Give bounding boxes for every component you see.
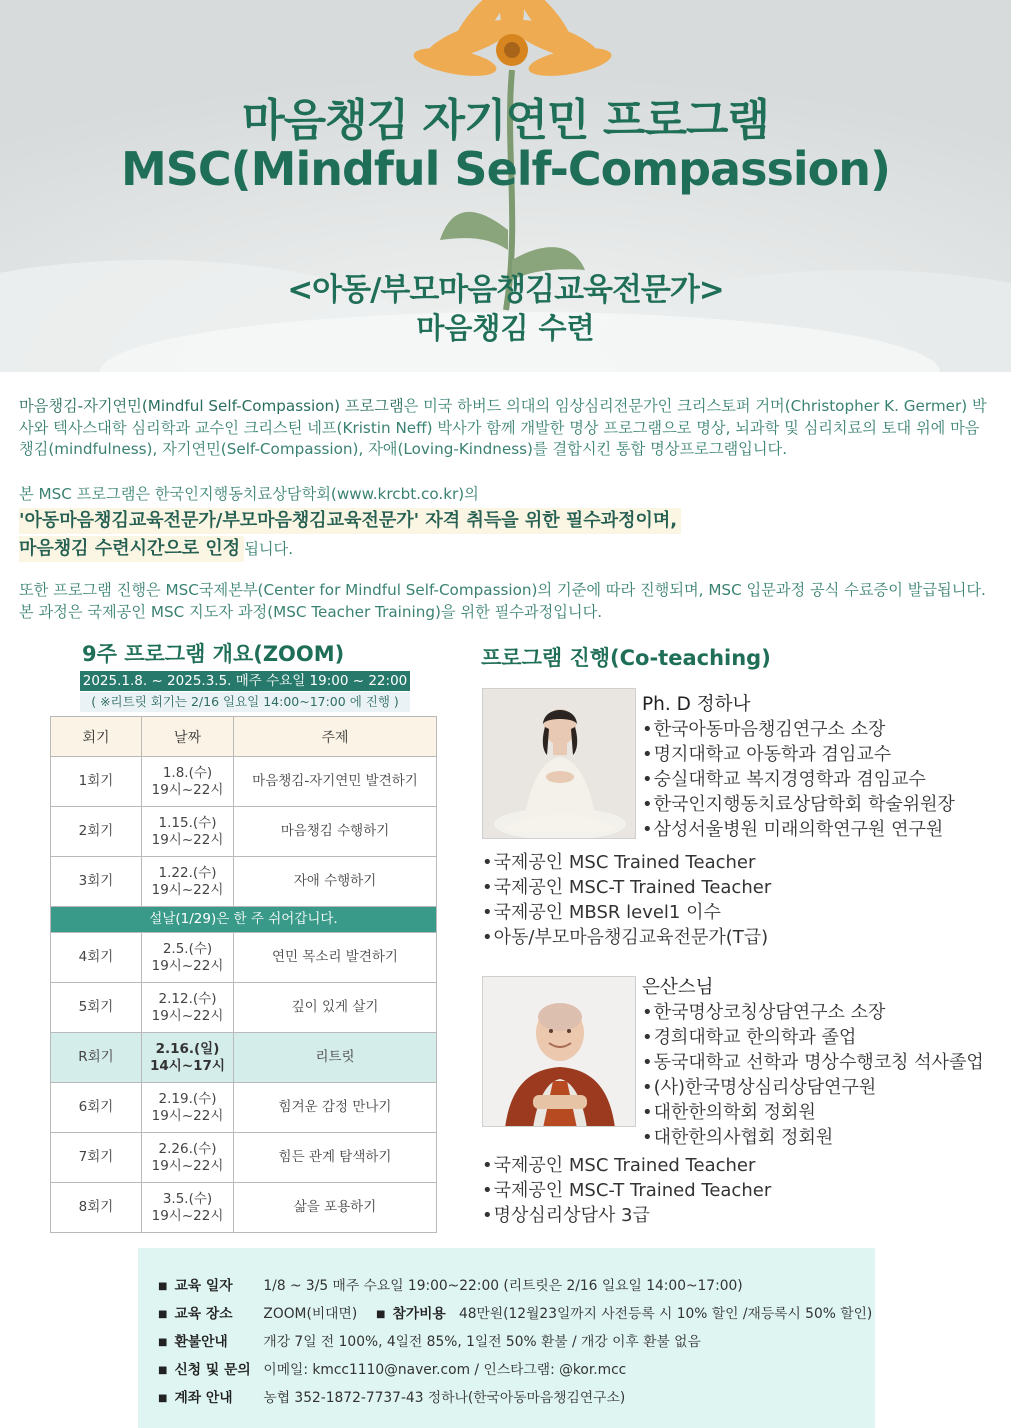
list-item: • 아동/부모마음챙김교육전문가(T급) xyxy=(482,925,771,950)
instructor2-name: 은산스님 xyxy=(642,977,714,998)
instructor2-photo xyxy=(482,976,636,1127)
list-item: • 동국대학교 선학과 명상수행코칭 석사졸업 xyxy=(642,1050,984,1075)
list-item: • (사)한국명상심리상담연구원 xyxy=(642,1075,984,1100)
table-row xyxy=(51,807,437,857)
time-text: 14시~17시 xyxy=(150,1057,225,1074)
hero-subtitle-2: 마음챙김 수련 xyxy=(416,311,595,345)
session-cell: 5회기 xyxy=(51,983,142,1033)
session-cell: 3회기 xyxy=(51,857,142,907)
retreat-note: ( ※리트릿 회기는 2/16 일요일 14:00~17:00 에 진행 ) xyxy=(80,692,410,712)
info-value: ZOOM(비대면) xyxy=(263,1306,358,1322)
intro-requirement-highlight: '아동마음챙김교육전문가/부모마음챙김교육전문가' 자격 취득을 위한 필수과정이며, xyxy=(19,508,681,534)
intro-hours-tail: 됩니다. xyxy=(244,539,294,558)
schedule-title: 9주 프로그램 개요(ZOOM) xyxy=(82,642,345,666)
topic-cell: 깊이 있게 살기 xyxy=(234,983,437,1033)
list-item: • 한국명상코칭상담연구소 소장 xyxy=(642,1000,984,1025)
list-item: • 대한한의학회 정회원 xyxy=(642,1100,984,1125)
info-row-contact xyxy=(158,1358,626,1378)
date-cell xyxy=(142,1133,234,1183)
table-row xyxy=(51,857,437,907)
date-text: 1.8.(수) xyxy=(162,764,213,781)
hero-title-korean: 마음챙김 자기연민 프로그램 xyxy=(242,95,769,146)
info-label: ■ 참가비용 xyxy=(376,1302,446,1322)
date-text: 2.19.(수) xyxy=(158,1090,217,1107)
instructor1-certs xyxy=(482,850,771,950)
table-row xyxy=(51,757,437,807)
instructor2-certs xyxy=(482,1153,771,1228)
table-row xyxy=(51,1183,437,1233)
hero-subtitle: <아동/부모마음챙김교육전문가> xyxy=(287,272,724,308)
intro-paragraph-2 xyxy=(19,484,994,562)
topic-cell: 자애 수행하기 xyxy=(234,857,437,907)
table-row xyxy=(51,1083,437,1133)
session-cell: 2회기 xyxy=(51,807,142,857)
schedule-table xyxy=(50,716,437,1233)
date-text: 2.5.(수) xyxy=(162,940,213,957)
list-item: • 대한한의사협회 정회원 xyxy=(642,1125,984,1150)
instructor1-name: Ph. D 정하나 xyxy=(642,694,751,715)
session-cell: 4회기 xyxy=(51,933,142,983)
date-cell xyxy=(142,857,234,907)
date-cell xyxy=(142,933,234,983)
date-cell xyxy=(142,757,234,807)
topic-cell: 삶을 포용하기 xyxy=(234,1183,437,1233)
time-text: 19시~22시 xyxy=(151,781,224,798)
time-text: 19시~22시 xyxy=(151,1207,224,1224)
table-row xyxy=(51,933,437,983)
info-value: 이메일: kmcc1110@naver.com / 인스타그램: @kor.mcc xyxy=(263,1362,627,1378)
time-text: 19시~22시 xyxy=(151,1107,224,1124)
intro-program-name: 마음챙김-자기연민(Mindful Self-Compassion) 프로그램 xyxy=(19,397,404,415)
list-item: • 국제공인 MBSR level1 이수 xyxy=(482,900,771,925)
header-topic: 주제 xyxy=(234,717,437,757)
hero-banner xyxy=(0,0,1011,372)
table-row xyxy=(51,983,437,1033)
info-value: 1/8 ~ 3/5 매주 수요일 19:00~22:00 (리트릿은 2/16 일요일 14:00~17:00) xyxy=(263,1278,743,1294)
time-text: 19시~22시 xyxy=(151,1157,224,1174)
retreat-row xyxy=(51,1033,437,1083)
topic-cell: 마음챙김 수행하기 xyxy=(234,807,437,857)
date-cell xyxy=(142,983,234,1033)
time-text: 19시~22시 xyxy=(151,1007,224,1024)
list-item: • 국제공인 MSC Trained Teacher xyxy=(482,1153,771,1178)
session-cell: 6회기 xyxy=(51,1083,142,1133)
list-item: • 국제공인 MSC-T Trained Teacher xyxy=(482,1178,771,1203)
meditating-person-image xyxy=(483,689,636,839)
info-value: 개강 7일 전 100%, 4일전 85%, 1일전 50% 환불 / 개강 이후 환불 없음 xyxy=(263,1334,701,1350)
monk-portrait-image xyxy=(483,977,636,1127)
info-label: ■ 환불안내 xyxy=(158,1330,259,1350)
date-cell xyxy=(142,807,234,857)
date-text: 2.12.(수) xyxy=(158,990,217,1007)
info-label: ■ 교육 일자 xyxy=(158,1274,259,1294)
session-cell: 8회기 xyxy=(51,1183,142,1233)
info-label: ■ 신청 및 문의 xyxy=(158,1358,259,1378)
topic-cell: 연민 목소리 발견하기 xyxy=(234,933,437,983)
date-text: 1.22.(수) xyxy=(158,864,217,881)
info-value: 48만원(12월23일까지 사전등록 시 10% 할인 /재등록시 50% 할인) xyxy=(458,1306,873,1322)
hero-title-english: MSC(Mindful Self-Compassion) xyxy=(120,142,890,196)
info-fee xyxy=(376,1302,872,1322)
time-text: 19시~22시 xyxy=(151,957,224,974)
break-row xyxy=(51,907,437,933)
list-item: • 명지대학교 아동학과 겸임교수 xyxy=(642,742,955,767)
list-item: • 국제공인 MSC Trained Teacher xyxy=(482,850,771,875)
time-text: 19시~22시 xyxy=(151,881,224,898)
info-row-place xyxy=(158,1302,873,1322)
list-item: • 경희대학교 한의학과 졸업 xyxy=(642,1025,984,1050)
table-header-row xyxy=(51,717,437,757)
header-session: 회기 xyxy=(51,717,142,757)
date-cell xyxy=(142,1083,234,1133)
topic-cell: 마음챙김-자기연민 발견하기 xyxy=(234,757,437,807)
table-row xyxy=(51,1133,437,1183)
time-text: 19시~22시 xyxy=(151,831,224,848)
info-value: 농협 352-1872-7737-43 정하나(한국아동마음챙김연구소) xyxy=(263,1390,626,1406)
topic-cell: 힘겨운 감정 만나기 xyxy=(234,1083,437,1133)
intro-description: 은 미국 하버드 의대의 임상심리전문가인 크리스토퍼 거머(Christopher K. Germer) 박사와 텍사스대학 심리학과 교수인 크리스틴 네프(Kristin Neff) 박사가 함께 개발한 명상 프로그램으로 명상, 뇌과학 및 심리치료의 토대 위에 마음챙김(mindfulness), 자기연민(Self-Compassion), 자애(Loving-Kindness)를 결합시킨 통합 명상프로그램입니다. xyxy=(19,397,987,458)
date-cell xyxy=(142,1033,234,1083)
topic-cell: 힘든 관계 탐색하기 xyxy=(234,1133,437,1183)
instructor1-roles xyxy=(642,717,955,842)
header-date: 날짜 xyxy=(142,717,234,757)
instructor2-roles xyxy=(642,1000,984,1150)
intro-certification-line: 본 MSC 프로그램은 한국인지행동치료상담학회(www.krcbt.co.kr)의 xyxy=(19,485,479,503)
info-label: ■ 계좌 안내 xyxy=(158,1386,259,1406)
list-item: • 삼성서울병원 미래의학연구원 연구원 xyxy=(642,817,955,842)
info-label: ■ 교육 장소 xyxy=(158,1302,259,1322)
list-item: • 국제공인 MSC-T Trained Teacher xyxy=(482,875,771,900)
info-box xyxy=(138,1248,875,1428)
session-cell: R회기 xyxy=(51,1033,142,1083)
list-item: • 한국아동마음챙김연구소 소장 xyxy=(642,717,955,742)
intro-hours-highlight: 마음챙김 수련시간으로 인정 xyxy=(19,536,244,562)
intro-paragraph-1 xyxy=(19,396,994,461)
date-text: 3.5.(수) xyxy=(162,1190,213,1207)
date-text: 1.15.(수) xyxy=(158,814,217,831)
info-row-date xyxy=(158,1274,743,1294)
date-text: 2.26.(수) xyxy=(158,1140,217,1157)
session-cell: 1회기 xyxy=(51,757,142,807)
info-row-refund xyxy=(158,1330,701,1350)
schedule-date-range: 2025.1.8. ~ 2025.3.5. 매주 수요일 19:00 ~ 22:00 xyxy=(80,671,410,691)
list-item: • 한국인지행동치료상담학회 학술위원장 xyxy=(642,792,955,817)
topic-cell: 리트릿 xyxy=(234,1033,437,1083)
session-cell: 7회기 xyxy=(51,1133,142,1183)
list-item: • 숭실대학교 복지경영학과 겸임교수 xyxy=(642,767,955,792)
intro-paragraph-3: 또한 프로그램 진행은 MSC국제본부(Center for Mindful Self-Compassion)의 기준에 따라 진행되며, MSC 입문과정 공식 수료증이 발급됩니다. 본 과정은 국제공인 MSC 지도자 과정(MSC Teacher Training)을 위한 필수과정입니다. xyxy=(19,581,986,621)
instructor1-photo xyxy=(482,688,636,839)
list-item: • 명상심리상담사 3급 xyxy=(482,1203,771,1228)
info-row-account xyxy=(158,1386,625,1406)
date-text: 2.16.(일) xyxy=(155,1040,220,1057)
break-notice: 설날(1/29)은 한 주 쉬어갑니다. xyxy=(51,907,437,933)
teaching-title: 프로그램 진행(Co-teaching) xyxy=(481,646,771,670)
date-cell xyxy=(142,1183,234,1233)
